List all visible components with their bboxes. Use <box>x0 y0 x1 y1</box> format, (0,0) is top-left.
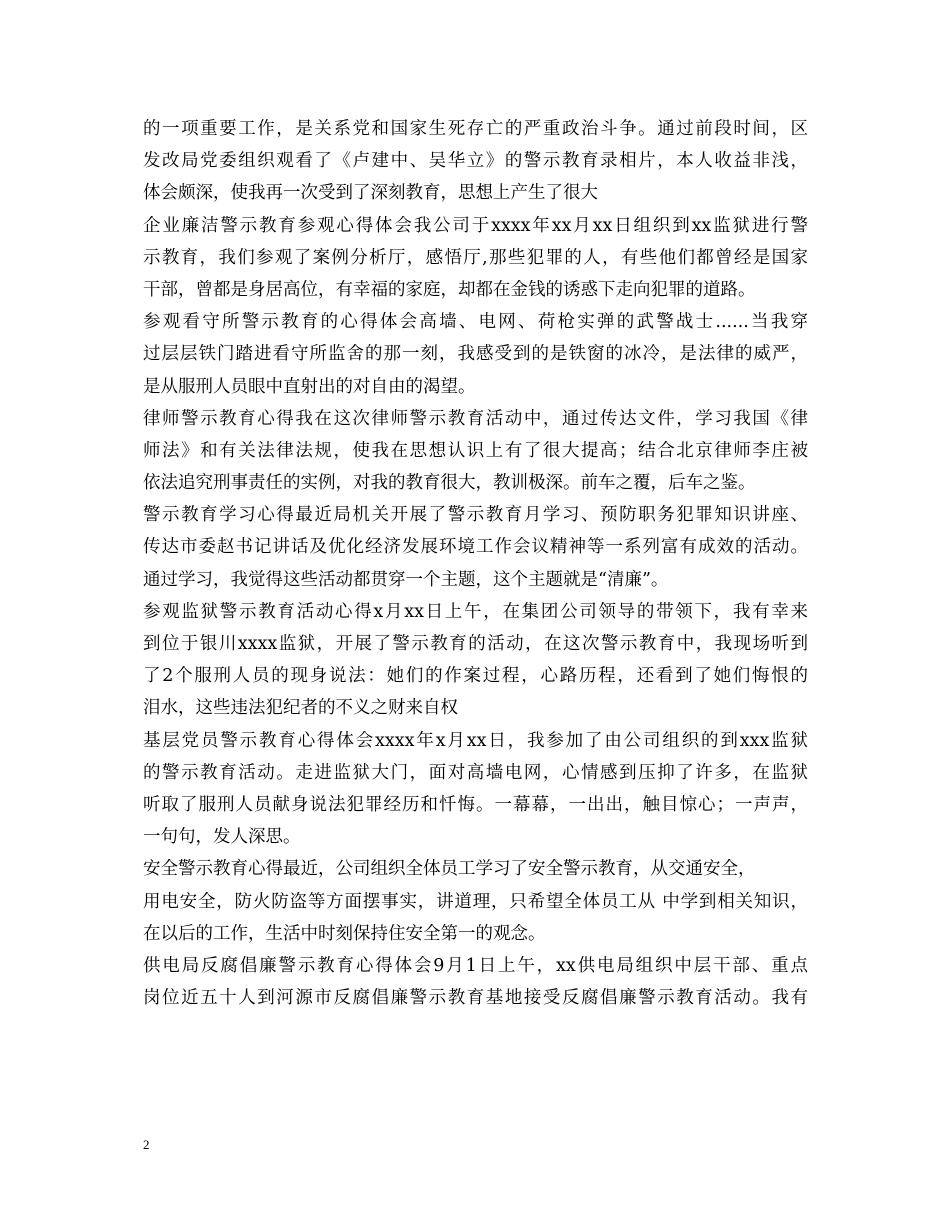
text-line: 依法追究刑事责任的实例，对我的教育很大，教训极深。前车之覆，后车之鉴。 <box>143 473 756 494</box>
text-line: 发改局党委组织观看了《卢建中、吴华立》的警示教育录相片，本人收益非浅， <box>143 151 808 172</box>
text-line: 师法》和有关法律法规，使我在思想认识上有了很大提高；结合北京律师李庄被 <box>143 440 808 461</box>
text-line: 参观看守所警示教育的心得体会高墙、电网、荷枪实弹的武警战士......当我穿 <box>143 312 808 333</box>
text-line: 用电安全，防火防盗等方面摆事实，讲道理，只希望全体员工从 中学到相关知识， <box>143 891 808 912</box>
text-line: 一句句，发人深思。 <box>143 827 301 848</box>
document-body <box>143 113 808 1014</box>
text-line: 安全警示教育心得最近，公司组织全体员工学习了安全警示教育，从交通安全， <box>143 859 756 880</box>
text-line: 的警示教育活动。走进监狱大门，面对高墙电网，心情感到压抑了许多，在监狱 <box>143 762 808 783</box>
text-line: 体会颇深，使我再一次受到了深刻教育，思想上产生了很大 <box>143 183 598 204</box>
text-line: 在以后的工作，生活中时刻保持住安全第一的观念。 <box>143 923 546 944</box>
text-line: 参观监狱警示教育活动心得x月xx日上午，在集团公司领导的带领下，我有幸来 <box>143 601 808 622</box>
text-line: 基层党员警示教育心得体会xxxx年x月xx日，我参加了由公司组织的到xxx监狱 <box>143 730 808 751</box>
text-line: 岗位近五十人到河源市反腐倡廉警示教育基地接受反腐倡廉警示教育活动。我有 <box>143 988 808 1009</box>
text-line: 是从服刑人员眼中直射出的对自由的渴望。 <box>143 376 476 397</box>
text-line: 律师警示教育心得我在这次律师警示教育活动中，通过传达文件，学习我国《律 <box>143 408 808 429</box>
text-line: 泪水，这些违法犯纪者的不义之财来自权 <box>143 698 458 719</box>
text-line: 示教育，我们参观了案例分析厅，感悟厅,那些犯罪的人，有些他们都曾经是国家 <box>143 247 808 268</box>
page-number: 2 <box>143 1137 150 1152</box>
text-line: 传达市委赵书记讲话及优化经济发展环境工作会议精神等一系列富有成效的活动。 <box>143 537 808 558</box>
text-line: 通过学习，我觉得这些活动都贯穿一个主题，这个主题就是“清廉”。 <box>143 569 669 590</box>
text-line: 过层层铁门踏进看守所监舍的那一刻，我感受到的是铁窗的冰冷，是法律的威严， <box>143 344 808 365</box>
text-line: 警示教育学习心得最近局机关开展了警示教育月学习、预防职务犯罪知识讲座、 <box>143 505 808 526</box>
text-line: 干部，曾都是身居高位，有幸福的家庭，却都在金钱的诱惑下走向犯罪的道路。 <box>143 279 756 300</box>
text-line: 到位于银川xxxx监狱，开展了警示教育的活动，在这次警示教育中，我现场听到 <box>143 634 808 654</box>
text-line: 听取了服刑人员献身说法犯罪经历和忏悔。一幕幕，一出出，触目惊心；一声声， <box>143 794 808 815</box>
text-line: 了2个服刑人员的现身说法：她们的作案过程，心路历程，还看到了她们悔恨的 <box>143 666 808 687</box>
text-line: 的一项重要工作，是关系党和国家生死存亡的严重政治斗争。通过前段时间，区 <box>143 119 808 139</box>
text-line: 企业廉洁警示教育参观心得体会我公司于xxxx年xx月xx日组织到xx监狱进行警 <box>143 215 808 236</box>
text-line: 供电局反腐倡廉警示教育心得体会9月1日上午，xx供电局组织中层干部、重点 <box>143 955 808 976</box>
